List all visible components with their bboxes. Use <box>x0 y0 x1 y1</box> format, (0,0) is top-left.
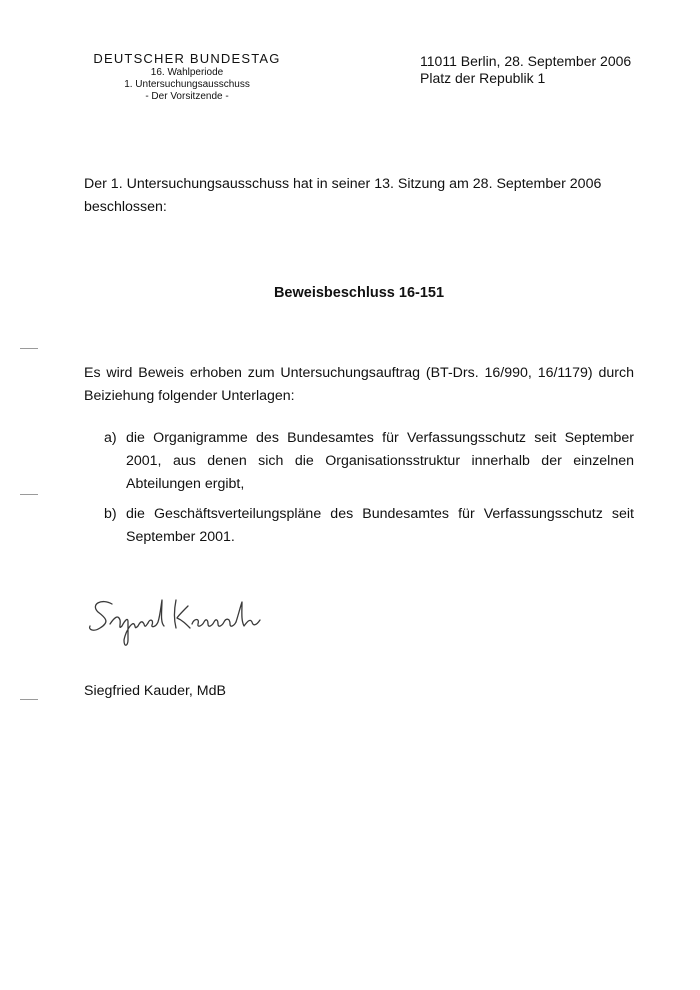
intro-paragraph: Der 1. Untersuchungsausschuss hat in seiner 13. Sitzung am 28. September 2006 beschlossen: <box>84 176 602 215</box>
body-paragraph: Es wird Beweis erhoben zum Untersuchungsauftrag (BT-Drs. 16/990, 16/1179) durch Beiziehung folgender Unterlagen: <box>84 365 634 404</box>
city-date: 11011 Berlin, 28. September 2006 <box>420 53 632 69</box>
list-item-text: die Organigramme des Bundesamtes für Verfassungsschutz seit September 2001, aus denen sich die Organisationsstruktur innerhalb der einzelnen Abteilungen ergibt, <box>126 430 634 492</box>
street-address: Platz der Republik 1 <box>420 70 546 86</box>
letterhead <box>82 51 292 103</box>
list-marker: b) <box>104 506 117 522</box>
signer-name: Siegfried Kauder, MdB <box>84 683 226 699</box>
list-item-b <box>104 503 634 549</box>
fold-mark-top <box>20 348 38 349</box>
document-title: Beweisbeschluss 16-151 <box>273 285 445 301</box>
committee-name: 1. Untersuchungsausschuss <box>124 79 250 90</box>
list-item-text: die Geschäftsverteilungspläne des Bundesamtes für Verfassungsschutz seit September 2001. <box>126 506 634 545</box>
punch-mark-middle <box>20 494 38 495</box>
organization-name: DEUTSCHER BUNDESTAG <box>93 51 281 66</box>
list-item-a <box>104 427 634 496</box>
legislative-period: 16. Wahlperiode <box>150 67 224 78</box>
handwritten-signature <box>84 590 274 652</box>
fold-mark-bottom <box>20 699 38 700</box>
committee-role: - Der Vorsitzende - <box>145 91 229 102</box>
list-marker: a) <box>104 430 117 446</box>
place-and-date-block <box>420 53 631 87</box>
